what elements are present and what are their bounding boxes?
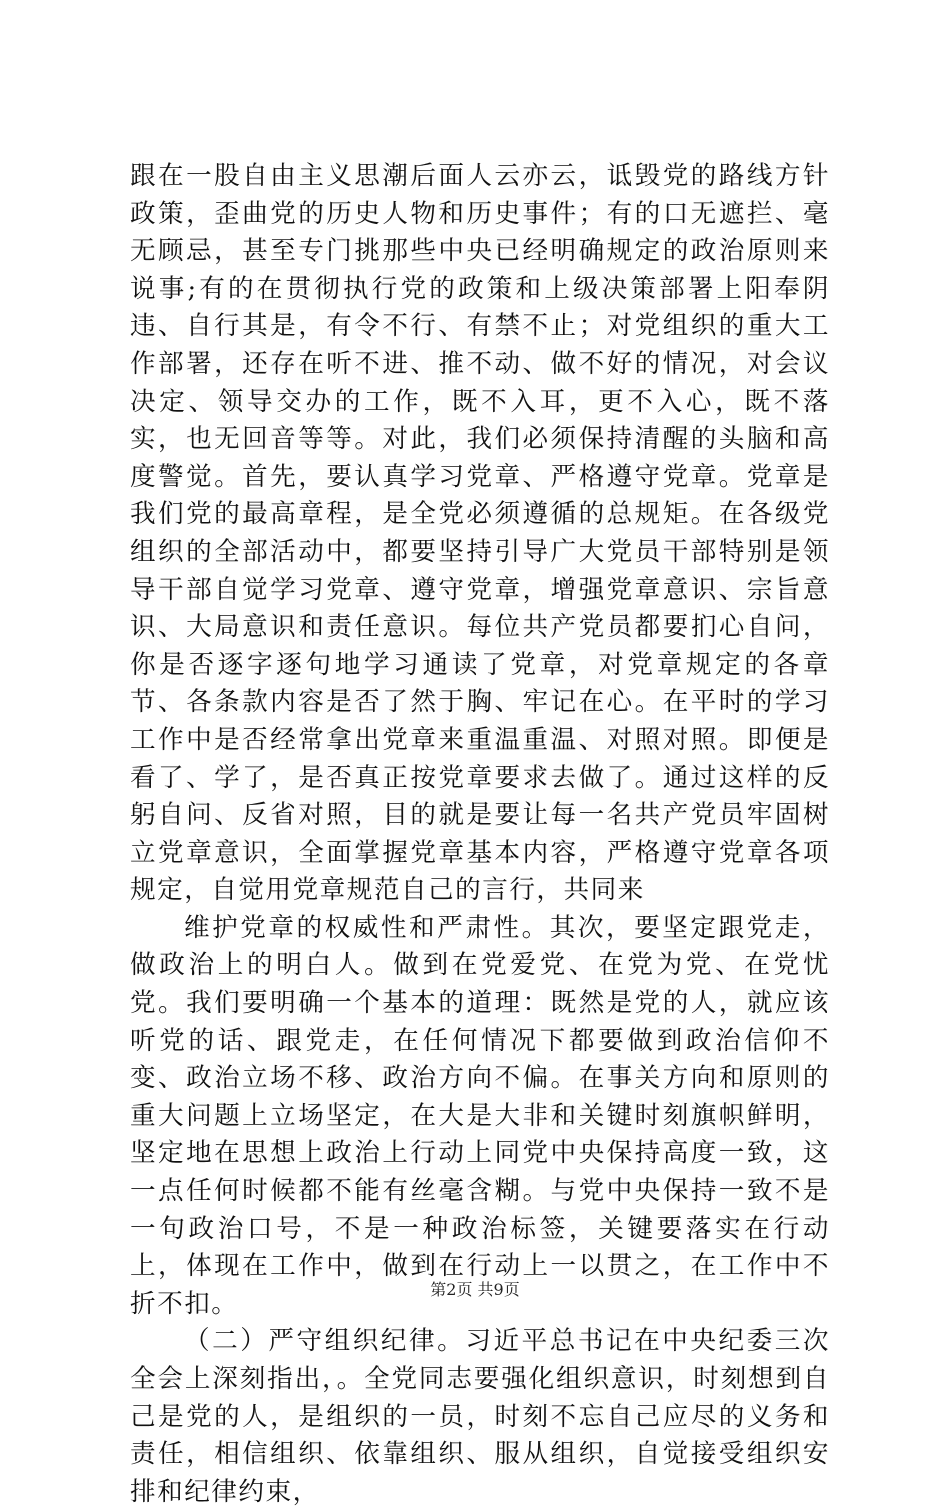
- body-text: [130, 158, 830, 1511]
- paragraph-1: 跟在一股自由主义思潮后面人云亦云，诋毁党的路线方针政策，歪曲党的历史人物和历史事件；有的口无遮拦、毫无顾忌，甚至专门挑那些中央已经明确规定的政治原则来说事;有的在贯彻执行党的政策和上级决策部署上阳奉阴违、自行其是，有令不行、有禁不止；对党组织的重大工作部署，还存在听不进、推不动、做不好的情况，对会议决定、领导交办的工作，既不入耳，更不入心，既不落实，也无回音等等。对此，我们必须保持清醒的头脑和高度警觉。首先，要认真学习党章、严格遵守党章。党章是我们党的最高章程，是全党必须遵循的总规矩。在各级党组织的全部活动中，都要坚持引导广大党员干部特别是领导干部自觉学习党章、遵守党章，增强党章意识、宗旨意识、大局意识和责任意识。每位共产党员都要扪心自问，你是否逐字逐句地学习通读了党章，对党章规定的各章节、各条款内容是否了然于胸、牢记在心。在平时的学习工作中是否经常拿出党章来重温重温、对照对照。即便是看了、学了，是否真正按党章要求去做了。通过这样的反躬自问、反省对照，目的就是要让每一名共产党员牢固树立党章意识，全面掌握党章基本内容，严格遵守党章各项规定，自觉用党章规范自己的言行，共同来: [130, 161, 830, 906]
- paragraph-3: （二）严守组织纪律。习近平总书记在中央纪委三次全会上深刻指出，。全党同志要强化组织意识，时刻想到自己是党的人，是组织的一员，时刻不忘自己应尽的义务和责任，相信组织、依靠组织、服从组织，自觉接受组织安排和纪律约束，: [130, 1326, 830, 1507]
- paragraph-2: 维护党章的权威性和严肃性。其次，要坚定跟党走，做政治上的明白人。做到在党爱党、在党为党、在党忧党。我们要明确一个基本的道理：既然是党的人，就应该听党的话、跟党走，在任何情况下都要做到政治信仰不变、政治立场不移、政治方向不偏。在事关方向和原则的重大问题上立场坚定，在大是大非和关键时刻旗帜鲜明，坚定地在思想上政治上行动上同党中央保持高度一致，这一点任何时候都不能有丝毫含糊。与党中央保持一致不是一句政治口号，不是一种政治标签，关键要落实在行动上，体现在工作中，做到在行动上一以贯之，在工作中不折不扣。: [130, 912, 830, 1319]
- page-number-footer: 第2页 共9页: [430, 1280, 520, 1299]
